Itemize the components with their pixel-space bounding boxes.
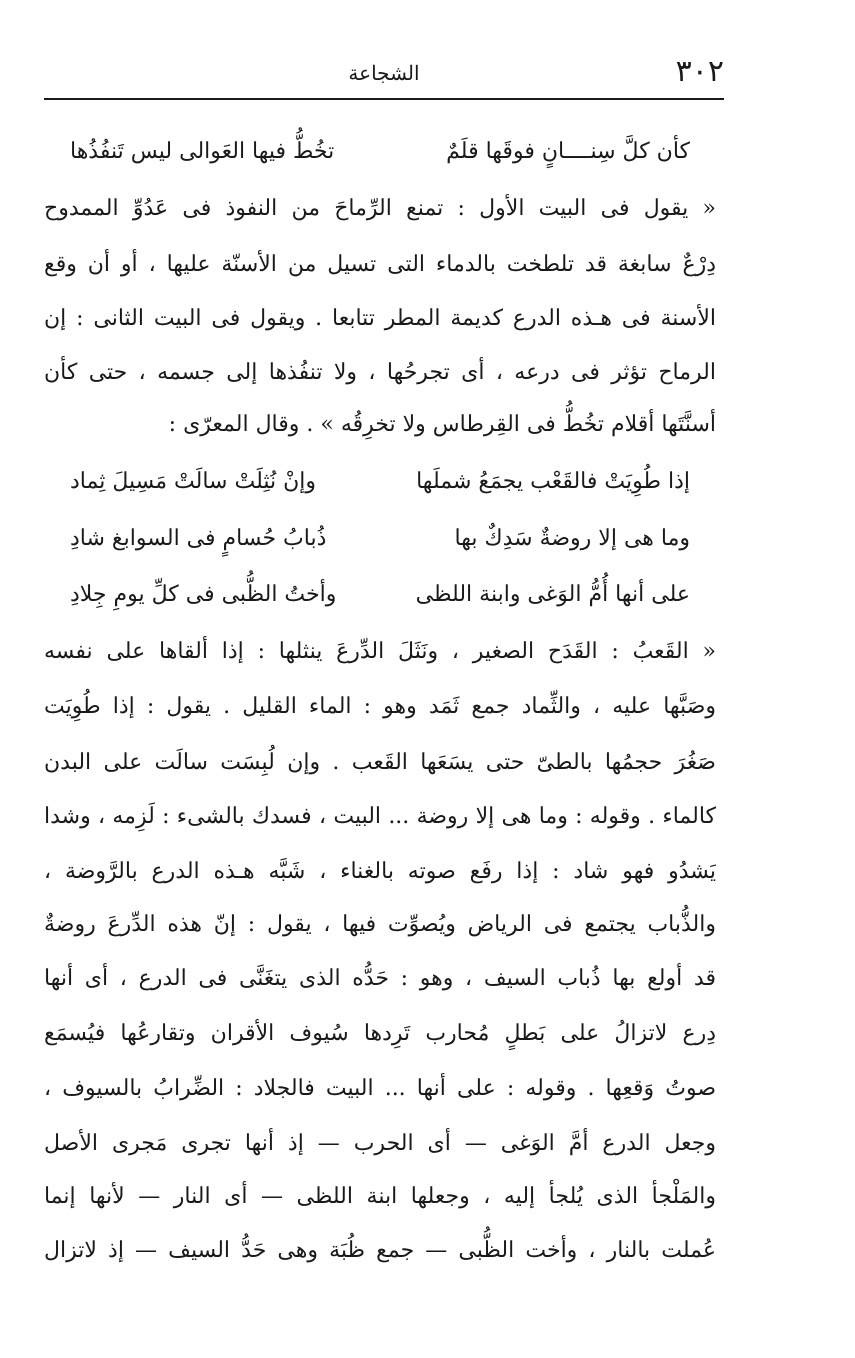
verse-line bbox=[70, 512, 690, 566]
text-line: دِرْعٌ سابغة قد تلطخت بالدماء التى تسيل من الأسنّة عليها ، أو أن وقع bbox=[44, 252, 716, 277]
text-line: والذُّباب يجتمع فى الرياض ويُصوِّت فيها ، يقول : إنّ هذه الدِّرعَ روضةٌ bbox=[44, 912, 716, 937]
verse-hemistich: وما هى إلا روضةٌ سَدِكٌ بها bbox=[454, 526, 690, 551]
text-line: كالماء . وقوله : وما هى إلا روضة ... البيت ، فسدك بالشىء : لَزِمه ، وشدا bbox=[44, 804, 716, 829]
text-line: والمَلْجأ الذى يُلجأ إليه ، وجعلها ابنة اللظى — أى النار — لأنها إنما bbox=[44, 1184, 716, 1209]
text-line: « يقول فى البيت الأول : تمنع الرِّماحَ من النفوذ فى عَدُوِّ الممدوح bbox=[44, 196, 716, 221]
verse-hemistich: وإنْ نُثِلَتْ سالَتْ مَسِيلَ ثِماد bbox=[70, 469, 317, 494]
text-line: عُملت بالنار ، وأخت الظُّبى — جمع ظُبَة وهى حَدُّ السيف — إذ لاتزال bbox=[44, 1238, 716, 1263]
verse-hemistich: كأن كلَّ سِنــــانٍ فوقَها قلَمٌ bbox=[446, 139, 690, 164]
text-line: وصَبَّها عليه ، والثِّماد جمع ثَمَد وهو : الماء القليل . يقول : إذا طُوِيَت bbox=[44, 694, 716, 719]
verse-hemistich: تخُطُّ فيها العَوالى ليس تَنفُذُها bbox=[70, 139, 335, 164]
text-line: الرماح تؤثر فى درعه ، أى تجرحُها ، ولا تنفُذها إلى جسمه ، حتى كأن bbox=[44, 360, 716, 385]
text-line: صوتُ وَقعِها . وقوله : على أنها ... البيت فالجلاد : الضِّرابُ بالسيوف ، bbox=[44, 1076, 716, 1101]
text-line: الأسنة فى هـذه الدرع كديمة المطر تتابعا . ويقول فى البيت الثانى : إن bbox=[44, 306, 716, 331]
verse-line bbox=[70, 568, 690, 622]
text-line: يَشدُو فهو شاد : إذا رفَع صوته بالغناء ، شَبَّه هـذه الدرع بالرَّوضة ، bbox=[44, 859, 716, 884]
verse-hemistich: على أنها أُمُّ الوَغى وابنة اللظى bbox=[415, 582, 690, 607]
page-header bbox=[44, 52, 724, 92]
verse-hemistich: إذا طُوِيَتْ فالقَعْب يجمَعُ شملَها bbox=[416, 469, 690, 494]
header-rule bbox=[44, 98, 724, 100]
verse-line bbox=[70, 125, 690, 179]
text-line: صَغُرَ حجمُها بالطىّ حتى يسَعَها القَعب . وإن لُبِسَت سالَت على البدن bbox=[44, 750, 716, 775]
verse-hemistich: ذُبابُ حُسامٍ فى السوابغ شادِ bbox=[70, 526, 327, 551]
page-number: ٣٠٢ bbox=[675, 54, 724, 89]
verse-hemistich: وأختُ الظُّبى فى كلِّ يومِ جِلادِ bbox=[70, 582, 337, 607]
text-line: دِرع لاتزالُ على بَطلٍ مُحارب تَرِدها سُيوف الأقران وتقارعُها فيُسمَع bbox=[44, 1021, 716, 1046]
text-line: وجعل الدرع أمَّ الوَغى — أى الحرب — إذ أنها تجرى مَجرى الأصل bbox=[44, 1131, 716, 1156]
text-line: قد أولع بها ذُباب السيف ، وهو : حَدُّه الذى يتغَنَّى فى الدرع ، أى أنها bbox=[44, 966, 716, 991]
text-line: أسنَّتَها أقلام تخُطُّ فى القِرطاس ولا تخرِقُه » . وقال المعرّى : bbox=[168, 412, 716, 437]
running-title: الشجاعة bbox=[348, 61, 420, 85]
text-line: « القَعبُ : القَدَح الصغير ، ونَثَلَ الدِّرعَ ينثلها : إذا ألقاها على نفسه bbox=[44, 639, 716, 664]
verse-line bbox=[70, 455, 690, 509]
